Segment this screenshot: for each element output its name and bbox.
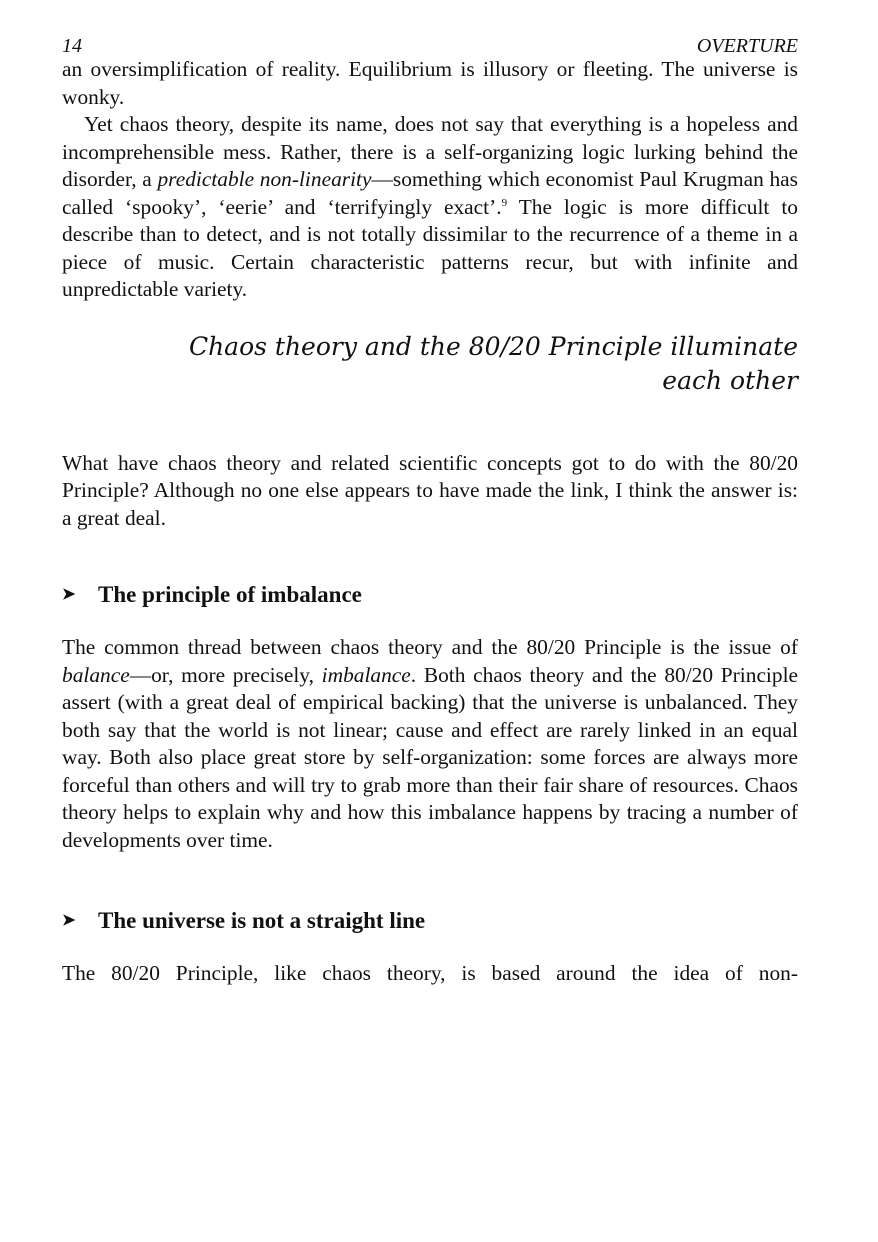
subheading-straight-line-text: The universe is not a straight line — [98, 908, 426, 933]
arrowhead-bullet-icon: ➤ — [62, 912, 76, 929]
paragraph-2-emphasis: predictable non-linearity — [157, 167, 372, 191]
paragraph-2-text-c: The logic is more difficult to describe than to detect, and is not totally dissimilar to the recurrence of a theme in a piece of music. Certain characteristic patterns recur, but with infinite and unpredictable variety. — [62, 194, 798, 301]
book-page — [62, 32, 798, 988]
subheading-imbalance-text: The principle of imbalance — [98, 582, 362, 607]
paragraph-1: an oversimplification of reality. Equilibrium is illusory or fleeting. The universe is wonky. — [62, 57, 798, 109]
subheading-imbalance — [62, 580, 798, 610]
paragraph-3: What have chaos theory and related scientific concepts got to do with the 80/20 Principle? Although no one else appears to have made the link, I think the answer is: a great deal. — [62, 450, 798, 530]
paragraph-4 — [62, 634, 798, 854]
footnote-marker[interactable]: 9 — [501, 196, 508, 209]
paragraph-5: The 80/20 Principle, like chaos theory, is based around the idea of non- — [62, 961, 798, 985]
running-head-section: OVERTURE — [696, 35, 798, 57]
paragraph-4-text-c: . Both chaos theory and the 80/20 Principle assert (with a great deal of empirical backing) that the universe is unbalanced. They both say that the world is not linear; cause and effect are rarely linked in an equal way. Both also place great store by self-organization: some forces are always more forceful than others and will try to grab more than their fair share of resources. Chaos theory helps to explain why and how this imbalance happens by tracing a number of developments over time. — [62, 662, 799, 852]
paragraph-4-emphasis-1: balance — [62, 662, 130, 687]
section-heading — [62, 330, 798, 398]
section-heading-line-1: Chaos theory and the 80/20 Principle illuminate — [188, 331, 798, 361]
paragraph-2-text-a: Yet chaos theory, despite its name, does not say that everything is a hopeless and incomprehensible mess. Rather, there is a self-organizing logic lurking behind the disorder, a — [62, 112, 798, 191]
page-number: 14 — [62, 35, 82, 57]
paragraph-4-text-a: The common thread between chaos theory and the 80/20 Principle is the issue of — [62, 635, 798, 659]
section-heading-line-2: each other — [662, 365, 798, 395]
paragraph-4-text-b: —or, more precisely, — [129, 662, 322, 687]
paragraph-2-text-b: —something which economist Paul Krugman has called ‘spooky’, ‘eerie’ and ‘terrifyingly exact’. — [62, 167, 798, 219]
arrowhead-bullet-icon: ➤ — [62, 586, 76, 603]
subheading-straight-line — [62, 906, 798, 936]
paragraph-4-emphasis-2: imbalance — [321, 662, 411, 687]
paragraph-2 — [62, 111, 798, 304]
